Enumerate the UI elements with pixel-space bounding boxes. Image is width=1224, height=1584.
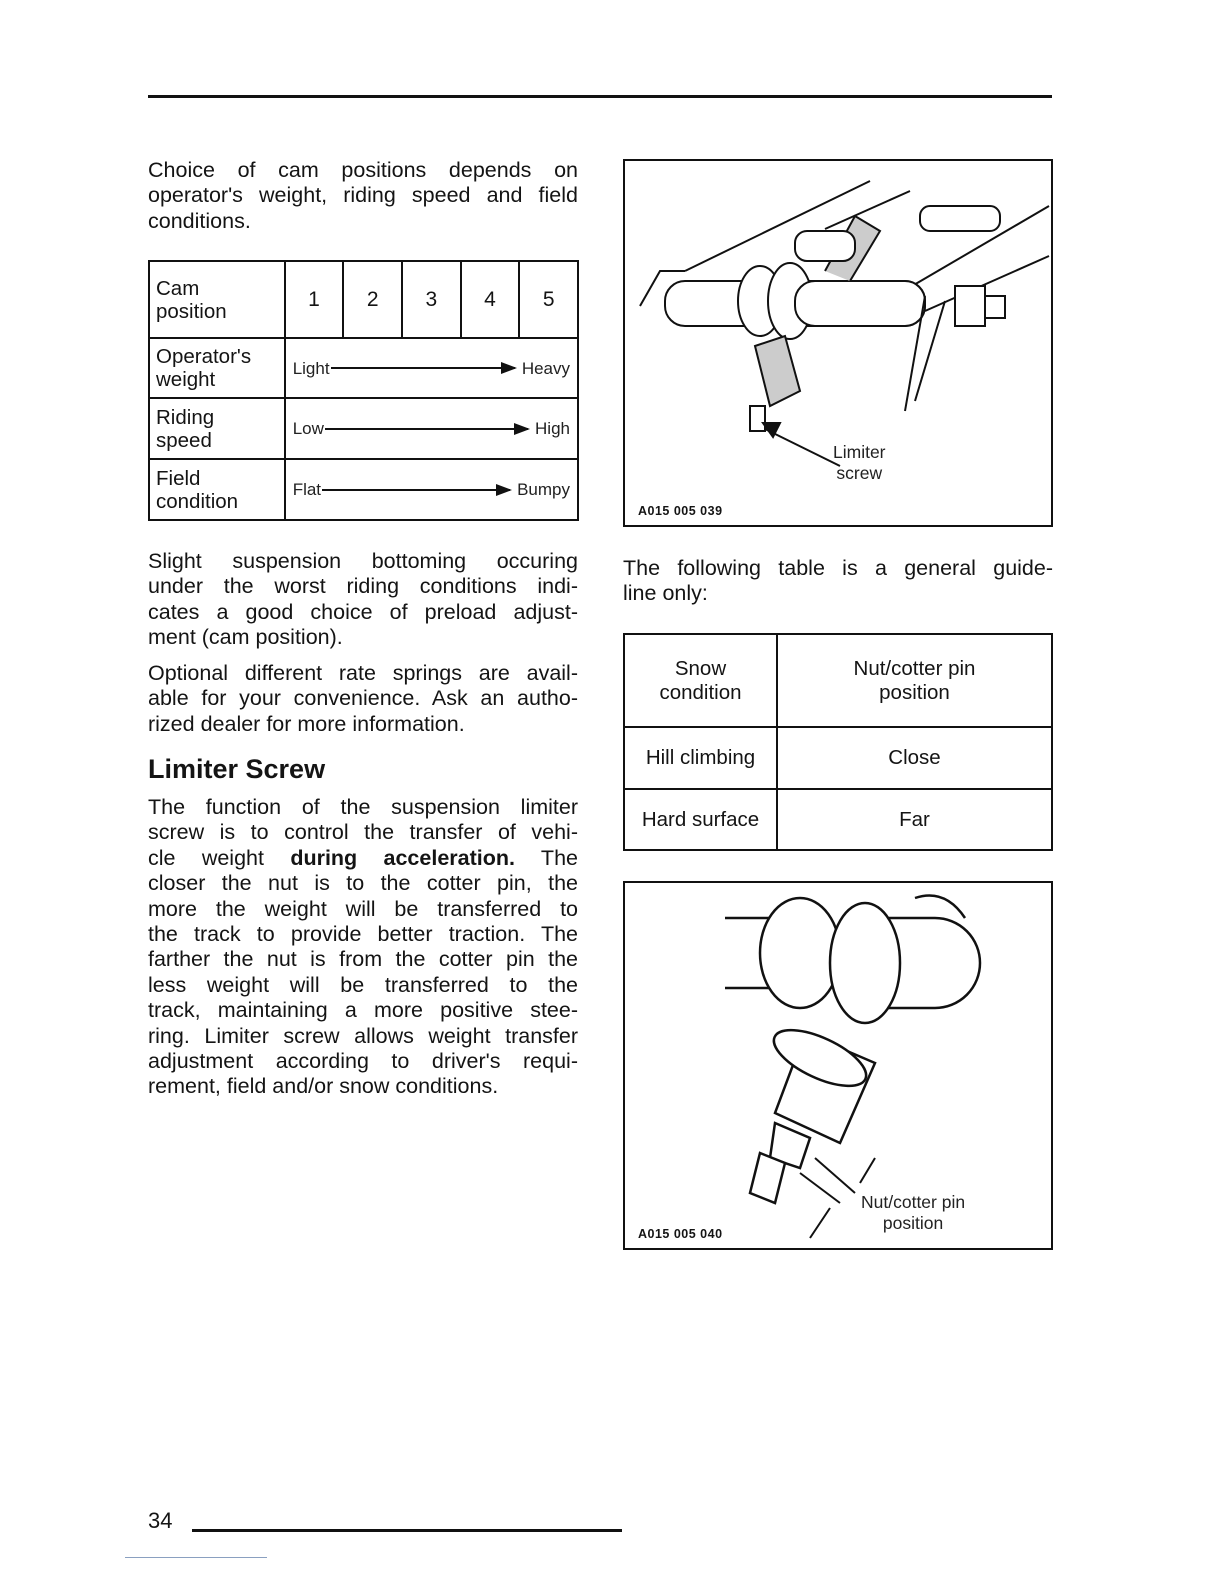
text-line: adjustment according to driver's requi- bbox=[148, 1048, 578, 1073]
section-heading: Limiter Screw bbox=[148, 754, 326, 784]
row-label: Riding speed bbox=[149, 398, 285, 459]
pin-position-cell: Close bbox=[777, 727, 1052, 789]
pin-position-cell: Far bbox=[777, 789, 1052, 850]
row-label: Operator's weight bbox=[149, 338, 285, 398]
emphasis-text: during acceleration. bbox=[290, 845, 515, 870]
arrow-icon bbox=[322, 489, 510, 491]
limiter-closeup-illustration bbox=[625, 883, 1051, 1248]
table-row bbox=[624, 727, 1052, 789]
arrow-icon bbox=[325, 428, 528, 430]
scan-edge-line bbox=[125, 1557, 267, 1558]
header-rule bbox=[148, 95, 1052, 98]
nut-cotter-pin-figure bbox=[623, 881, 1053, 1250]
range-arrow: Light Heavy bbox=[292, 358, 570, 378]
text-line: ring. Limiter screw allows weight transfer bbox=[148, 1023, 578, 1048]
table-row bbox=[149, 338, 578, 398]
figure-code: A015 005 039 bbox=[638, 504, 723, 518]
text-line: rized dealer for more information. bbox=[148, 711, 465, 736]
bottoming-paragraph bbox=[148, 549, 578, 651]
text-line: Slight suspension bottoming occuring bbox=[148, 549, 578, 573]
text-line: The function of the suspension limiter bbox=[148, 795, 578, 819]
text-line: under the worst riding conditions indi- bbox=[148, 574, 578, 599]
table-row bbox=[149, 261, 578, 338]
cam-position-1: 1 bbox=[285, 261, 344, 338]
cam-position-5: 5 bbox=[519, 261, 578, 338]
snow-condition-cell: Hard surface bbox=[624, 789, 777, 850]
cam-position-table bbox=[148, 260, 579, 521]
arrow-icon bbox=[331, 367, 515, 369]
limiter-screw-figure bbox=[623, 159, 1053, 527]
footer-rule bbox=[192, 1529, 622, 1532]
cam-position-3: 3 bbox=[402, 261, 461, 338]
snow-condition-table bbox=[623, 633, 1053, 851]
text-line: The following table is a general guide- bbox=[623, 556, 1053, 580]
nut-cotter-pin-label: Nut/cotter pin position bbox=[861, 1192, 966, 1233]
text-line: more the weight will be transferred to bbox=[148, 896, 578, 921]
range-arrow: Flat Bumpy bbox=[292, 480, 570, 499]
text-line: Optional different rate springs are avail- bbox=[148, 661, 578, 685]
text-line: less weight will be transferred to the bbox=[148, 972, 578, 997]
cam-position-4: 4 bbox=[461, 261, 520, 338]
text-line: line only: bbox=[623, 581, 708, 606]
text-line: farther the nut is from the cotter pin the bbox=[148, 947, 578, 972]
table-row bbox=[149, 398, 578, 459]
figure-code: A015 005 040 bbox=[638, 1227, 723, 1241]
cam-position-2: 2 bbox=[343, 261, 402, 338]
limiter-screw-label: Limiter screw bbox=[833, 442, 886, 483]
text-line: screw is to control the transfer of vehi- bbox=[148, 820, 578, 845]
text-line: closer the nut is to the cotter pin, the bbox=[148, 871, 578, 896]
intro-paragraph bbox=[148, 158, 578, 234]
text-line: rement, field and/or snow conditions. bbox=[148, 1074, 499, 1099]
table-row bbox=[624, 634, 1052, 727]
table-header-cell: Snow condition bbox=[624, 634, 777, 727]
text-line: the track to provide better traction. The bbox=[148, 921, 578, 946]
text-line: operator's weight, riding speed and field bbox=[148, 183, 578, 208]
springs-paragraph bbox=[148, 661, 578, 737]
text-line: ment (cam position). bbox=[148, 625, 343, 650]
limiter-paragraph bbox=[148, 795, 578, 1100]
guide-paragraph bbox=[623, 556, 1053, 607]
table-row bbox=[149, 459, 578, 520]
table-header-cell: Cam position bbox=[149, 261, 285, 338]
text-line: cates a good choice of preload adjust- bbox=[148, 599, 578, 624]
text-line: Choice of cam positions depends on bbox=[148, 158, 578, 182]
range-arrow: Low High bbox=[292, 419, 570, 438]
page-number: 34 bbox=[148, 1508, 173, 1533]
text-line: conditions. bbox=[148, 208, 251, 233]
row-label: Field condition bbox=[149, 459, 285, 520]
text-line: track, maintaining a more positive stee- bbox=[148, 998, 578, 1023]
text-line: cle weight during acceleration. The bbox=[148, 845, 578, 870]
text-line: able for your convenience. Ask an autho- bbox=[148, 686, 578, 711]
snow-condition-cell: Hill climbing bbox=[624, 727, 777, 789]
table-header-cell: Nut/cotter pin position bbox=[777, 634, 1052, 727]
table-row bbox=[624, 789, 1052, 850]
